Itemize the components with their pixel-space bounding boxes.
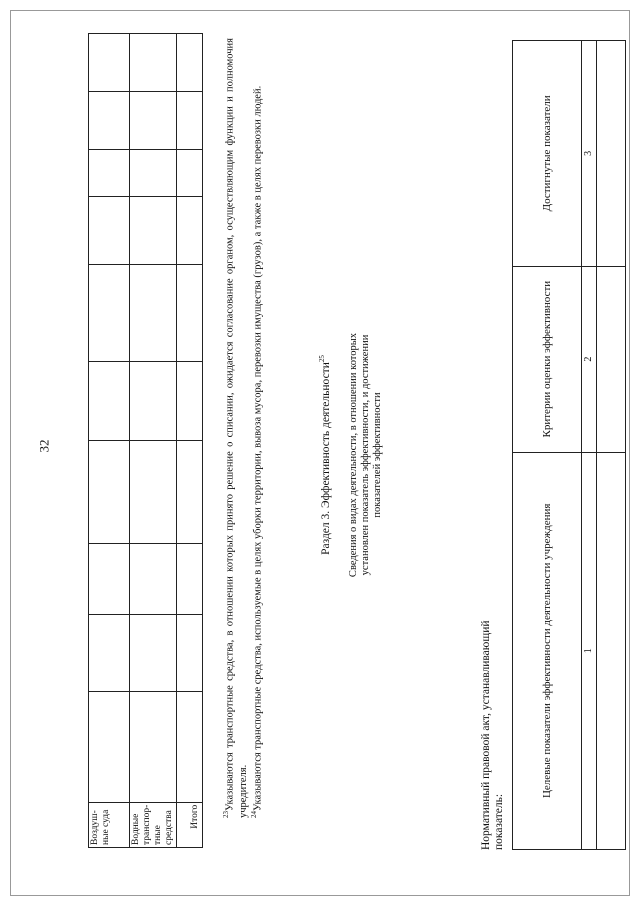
normative-act-label: Нормативный правовой акт, устанавливающий показатель:: [480, 620, 505, 850]
section-info-line: Сведения о видах деятельности, в отношении которых: [348, 332, 359, 578]
row-label-aircraft: Воздуш-ные суда: [89, 802, 130, 847]
footnote-24-text: Указываются транспортные средства, используемые в целях уборки территории, вывоза мусора, перевозки имущества (грузов), а также в целях перевозки людей.: [252, 85, 264, 811]
rotated-page-content: [22, 30, 594, 880]
section-info-line: установлен показатель эффективности, и достижении: [360, 334, 371, 576]
section-info-line: показателей эффективности: [372, 392, 383, 518]
column-number: 3: [582, 41, 597, 267]
row-label-total: Итого: [177, 802, 203, 847]
table-row: [582, 41, 597, 850]
table-row: [513, 41, 582, 850]
header-criteria: Критерии оценки эффективности: [513, 266, 582, 452]
table-row: [177, 34, 203, 848]
row-label-water-vehicles: Водные транспор-тные средства: [130, 802, 177, 847]
column-number: 2: [582, 266, 597, 452]
section-title-mark: 25: [318, 355, 326, 363]
section-title: [318, 30, 332, 880]
efficiency-table: [512, 40, 626, 850]
footnote-23-text: Указываются транспортные средства, в отношении которых принято решение о списании, ожидается согласование органом, осуществляющим функции и полномочия учредителя.: [224, 38, 249, 818]
table-row: [130, 34, 177, 848]
section-title-text: Раздел 3. Эффективность деятельности: [319, 362, 332, 555]
vehicles-table: [88, 33, 203, 848]
footnote-24: [248, 38, 265, 818]
footnote-23: [220, 38, 250, 818]
header-achieved: Достигнутые показатели: [513, 41, 582, 267]
column-number: 1: [582, 452, 597, 849]
footnote-23-mark: 23: [222, 811, 230, 818]
table-row: [597, 41, 626, 850]
footnote-24-mark: 24: [250, 811, 258, 818]
header-target-indicators: Целевые показатели эффективности деятельности учреждения: [513, 452, 582, 849]
section-info: [348, 30, 384, 880]
table-row: [89, 34, 130, 848]
page-number: 32: [36, 439, 52, 453]
